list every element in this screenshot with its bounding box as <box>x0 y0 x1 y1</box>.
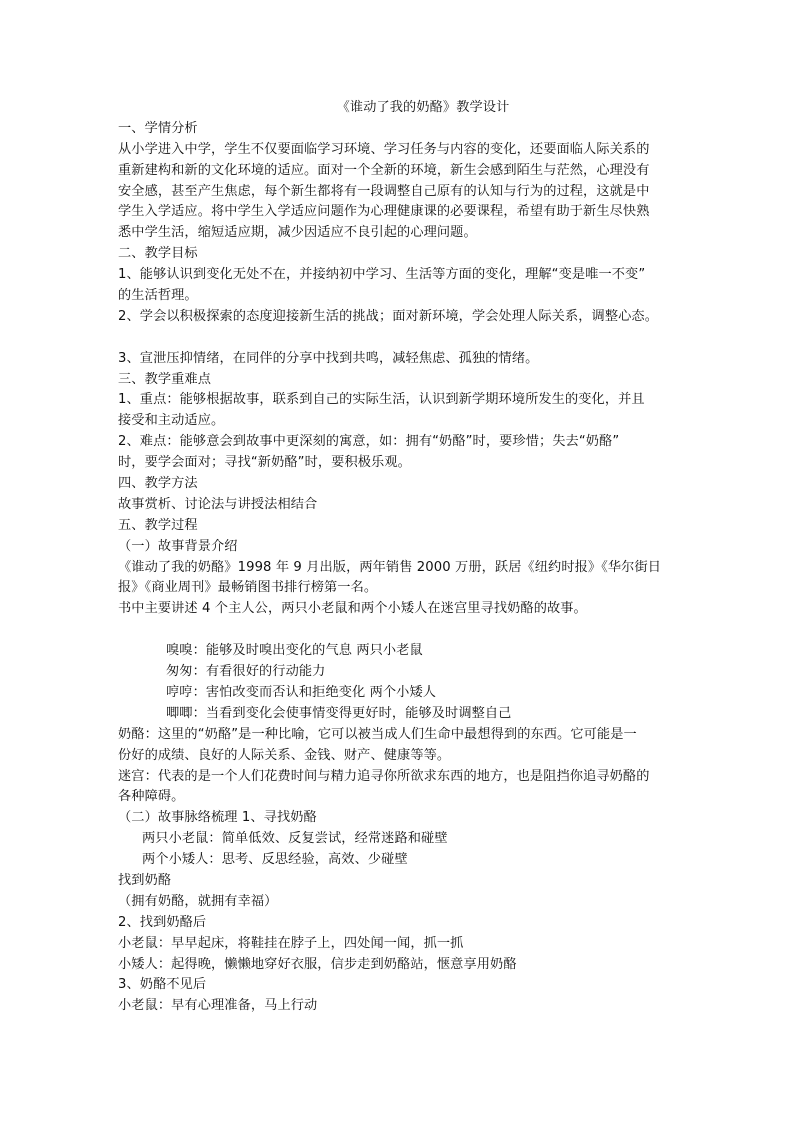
paragraph-line: 书中主要讲述 4 个主人公，两只小老鼠和两个小矮人在迷宫里寻找奶酪的故事。 <box>118 601 587 617</box>
paragraph-line: 安全感，甚至产生焦虑，每个新生都将有一段调整自己原有的认知与行为的过程，这就是中 <box>118 183 650 199</box>
blank-line <box>118 620 688 641</box>
document-title: 《谁动了我的奶酪》教学设计 <box>336 100 510 115</box>
paragraph-line: 小矮人：起得晚，懒懒地穿好衣服，信步走到奶酪站，惬意享用奶酪 <box>118 956 517 972</box>
paragraph-line: 小老鼠：早有心理准备，马上行动 <box>118 998 318 1014</box>
section-heading-1: 一、学情分析 <box>118 120 198 136</box>
paragraph-line: （拥有奶酪，就拥有幸福） <box>118 893 278 909</box>
paragraph-line: 时，要学会面对；寻找“新奶酪”时，要积极乐观。 <box>118 455 411 471</box>
paragraph-line: 故事赏析、讨论法与讲授法相结合 <box>118 496 318 512</box>
paragraph-line: 接受和主动适应。 <box>118 413 225 429</box>
paragraph-line: 学生入学适应。将中学生入学适应问题作为心理健康课的必要课程，希望有助于新生尽快熟 <box>118 204 650 220</box>
section-heading-4: 四、教学方法 <box>118 476 198 492</box>
character-line: 嗅嗅：能够及时嗅出变化的气息 两只小老鼠 <box>166 643 423 659</box>
character-line: 匆匆：有看很好的行动能力 <box>166 664 326 680</box>
subsection-heading: （二）故事脉络梳理 1、寻找奶酪 <box>118 810 317 826</box>
paragraph-line: 重新建构和新的文化环境的适应。面对一个全新的环境，新生会感到陌生与茫然，心理没有 <box>118 162 650 178</box>
character-line: 哼哼：害怕改变而否认和拒绝变化 两个小矮人 <box>166 684 437 700</box>
section-heading-5: 五、教学过程 <box>118 517 198 533</box>
paragraph-line: 迷宫：代表的是一个人们花费时间与精力追寻你所欲求东西的地方，也是阻挡你追寻奶酪的 <box>118 768 650 784</box>
search-line: 两个小矮人：思考、反思经验，高效、少碰壁 <box>142 852 408 868</box>
paragraph-line: 1、能够认识到变化无处不在，并接纳初中学习、生活等方面的变化，理解“变是唯一不变” <box>118 267 646 283</box>
paragraph-line: 的生活哲理。 <box>118 288 198 304</box>
document-page <box>118 98 688 1017</box>
paragraph-line: 2、找到奶酪后 <box>118 914 207 930</box>
paragraph-line: 悉中学生活，缩短适应期，减少因适应不良引起的心理问题。 <box>118 225 477 241</box>
section-heading-2: 二、教学目标 <box>118 246 198 262</box>
section-heading-3: 三、教学重难点 <box>118 371 212 387</box>
paragraph-line: 从小学进入中学，学生不仅要面临学习环境、学习任务与内容的变化，还要面临人际关系的 <box>118 141 650 157</box>
paragraph-line: 报》《商业周刊》最畅销图书排行榜第一名。 <box>118 580 378 596</box>
paragraph-line: 奶酪：这里的“奶酪”是一种比喻，它可以被当成人们生命中最想得到的东西。它可能是一 <box>118 726 637 742</box>
paragraph-line: 2、学会以积极探索的态度迎接新生活的挑战；面对新环境，学会处理人际关系，调整心态。 <box>118 308 658 324</box>
paragraph-line: 各种障碍。 <box>118 789 185 805</box>
paragraph-line: 份好的成绩、良好的人际关系、金钱、财产、健康等等。 <box>118 747 451 763</box>
search-line: 两只小老鼠：简单低效、反复尝试，经常迷路和碰壁 <box>142 831 448 847</box>
paragraph-line: 3、奶酪不见后 <box>118 977 207 993</box>
paragraph-line: 《谁动了我的奶酪》1998 年 9 月出版，两年销售 2000 万册，跃居《纽约时报》《华尔街日 <box>118 559 662 575</box>
blank-line <box>118 328 688 349</box>
paragraph-line: 小老鼠：早早起床，将鞋挂在脖子上，四处闻一闻，抓一抓 <box>118 935 464 951</box>
paragraph-line: 3、宣泄压抑情绪，在同伴的分享中找到共鸣，减轻焦虑、孤独的情绪。 <box>118 350 539 366</box>
paragraph-line: 2、难点：能够意会到故事中更深刻的寓意，如：拥有“奶酪”时，要珍惜；失去“奶酪” <box>118 434 620 450</box>
subsection-heading: （一）故事背景介绍 <box>118 538 238 554</box>
paragraph-line: 找到奶酪 <box>118 872 172 888</box>
character-line: 唧唧：当看到变化会使事情变得更好时，能够及时调整自己 <box>166 705 512 721</box>
paragraph-line: 1、重点：能够根据故事，联系到自己的实际生活，认识到新学期环境所发生的变化，并且 <box>118 392 645 408</box>
